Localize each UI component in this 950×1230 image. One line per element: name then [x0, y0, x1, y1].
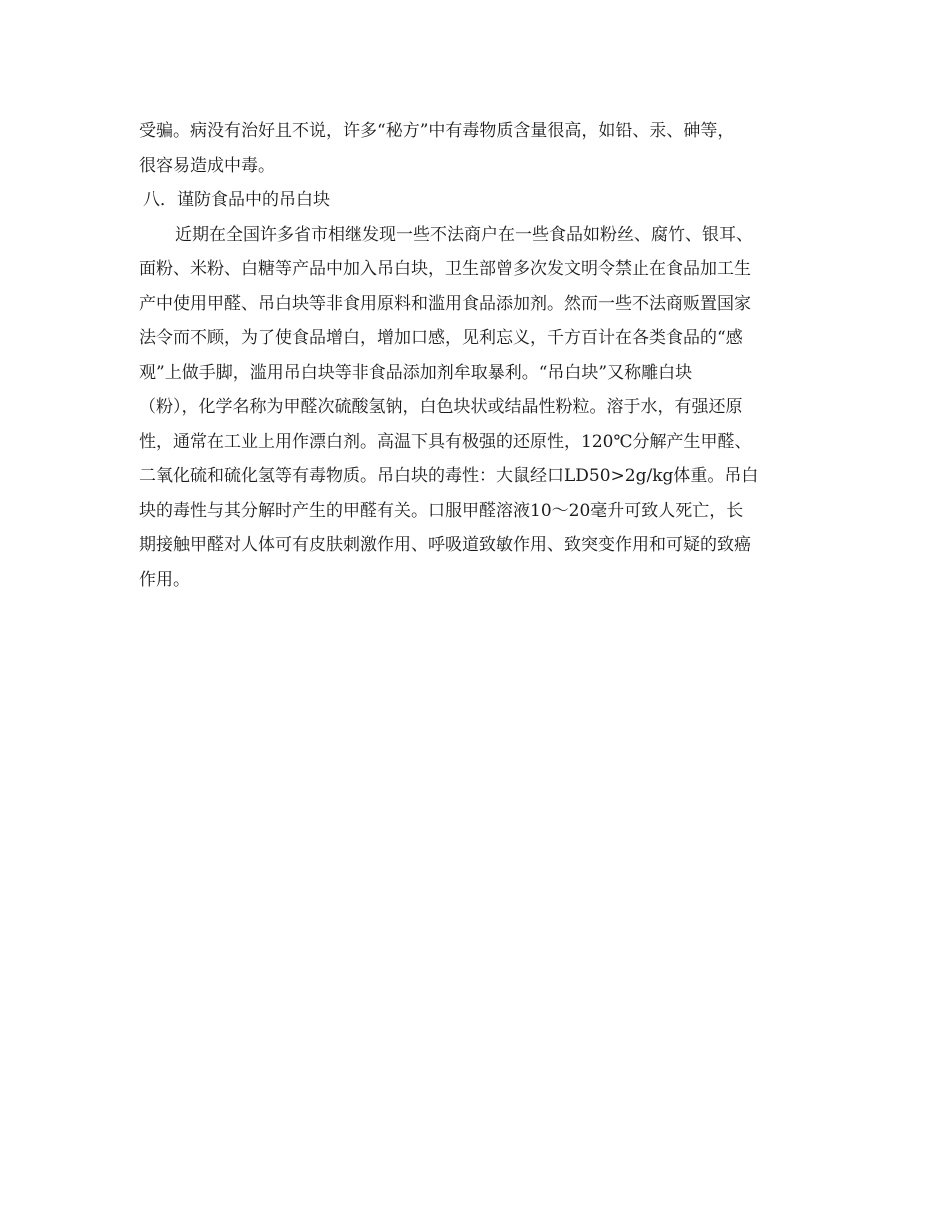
text-line: 期接触甲醛对人体可有皮肤刺激作用、呼吸道致敏作用、致突变作用和可疑的致癌 [139, 535, 751, 555]
text-line: （粉），化学名称为甲醛次硫酸氢钠，白色块状或结晶性粉粒。溶于水，有强还原 [139, 397, 743, 417]
text-line: 受骗。病没有治好且不说，许多“秘方”中有毒物质含量很高，如铅、汞、砷等， [139, 121, 735, 141]
text-line: 性，通常在工业上用作漂白剂。高温下具有极强的还原性，120℃分解产生甲醛、 [139, 431, 752, 452]
section-heading: 八．谨防食品中的吊白块 [143, 190, 330, 210]
text-line: 二氧化硫和硫化氢等有毒物质。吊白块的毒性：大鼠经口LD50>2g/kg体重。吊白 [139, 466, 759, 486]
text-line: 很容易造成中毒。 [139, 155, 275, 176]
text-line: 作用。 [139, 569, 190, 590]
text-line: 块的毒性与其分解时产生的甲醛有关。口服甲醛溶液10～20毫升可致人死亡，长 [139, 500, 744, 521]
text-line: 近期在全国许多省市相继发现一些不法商户在一些食品如粉丝、腐竹、银耳、 [175, 224, 753, 245]
text-line: 法令而不顾，为了使食品增白，增加口感，见利忘义，千方百计在各类食品的“感 [139, 328, 743, 348]
text-line: 产中使用甲醛、吊白块等非食用原料和滥用食品添加剂。然而一些不法商贩置国家 [139, 293, 751, 314]
document-page [139, 114, 811, 597]
text-line: 面粉、米粉、白糖等产品中加入吊白块，卫生部曾多次发文明令禁止在食品加工生 [139, 259, 751, 279]
text-line: 观”上做手脚，滥用吊白块等非食品添加剂牟取暴利。“吊白块”又称雕白块 [139, 362, 693, 383]
